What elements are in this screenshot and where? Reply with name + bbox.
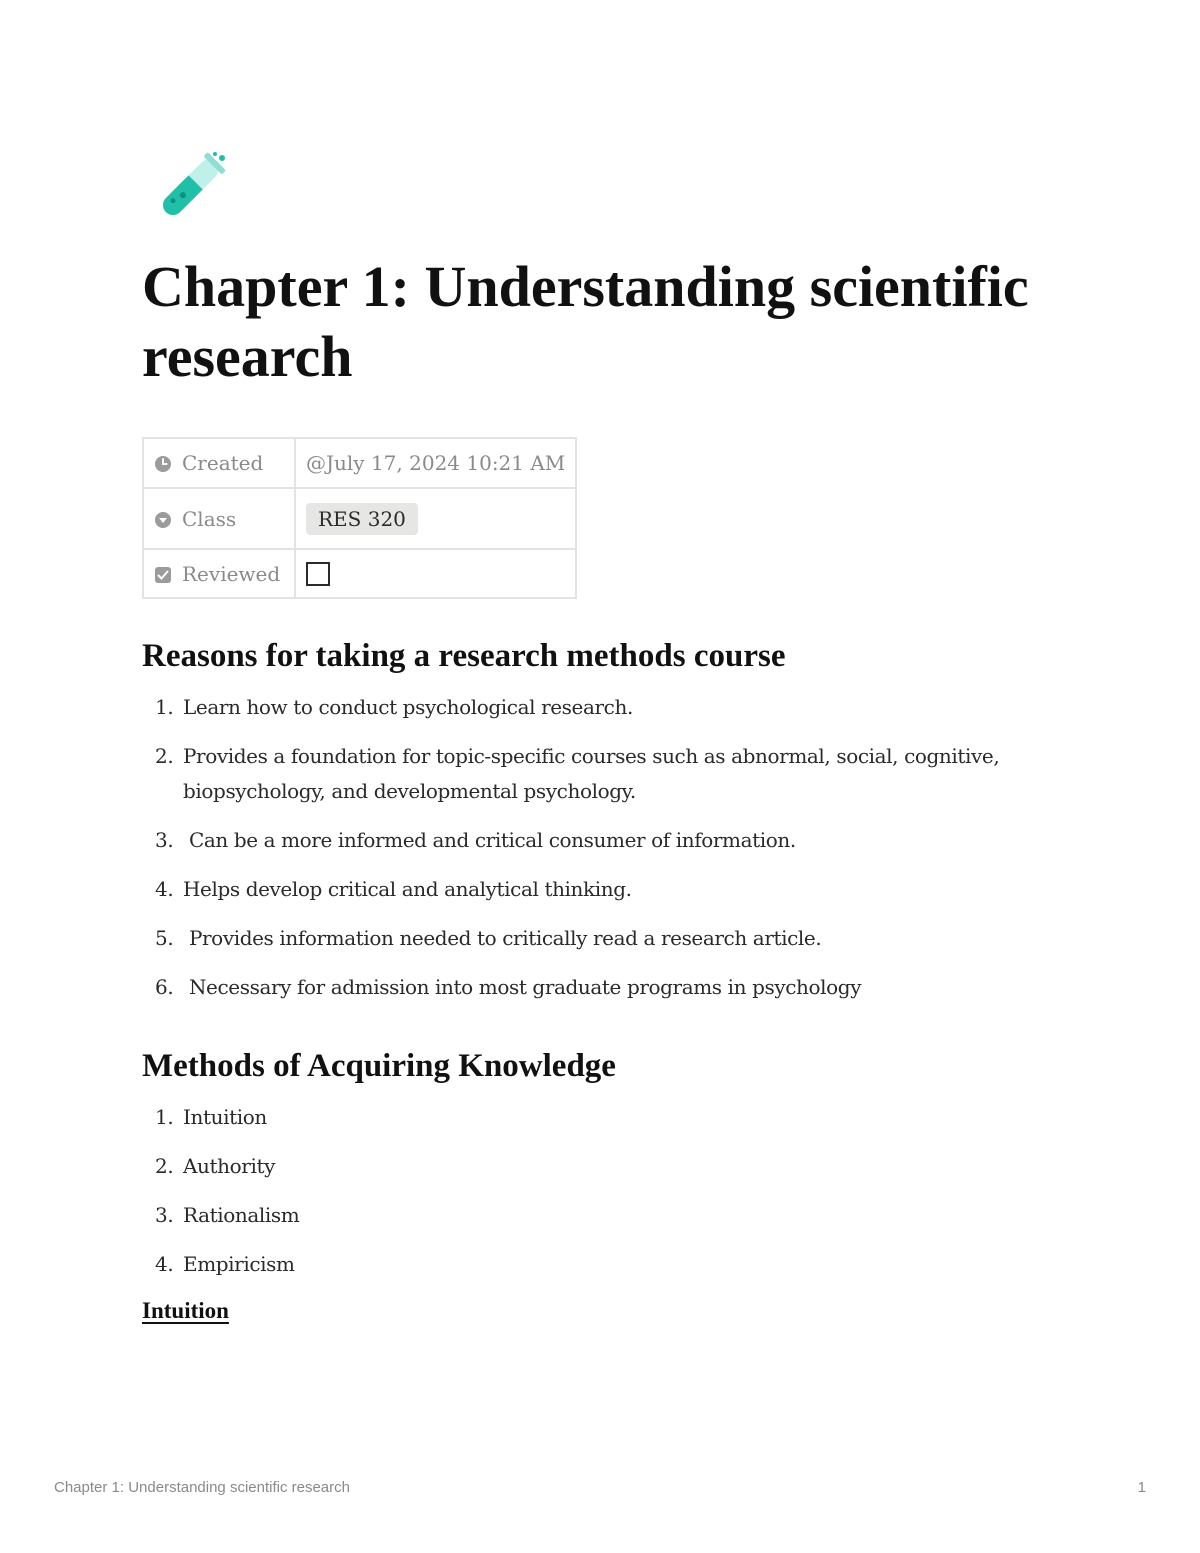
property-label-reviewed: Reviewed (143, 549, 295, 598)
subheading-intuition: Intuition (142, 1298, 229, 1323)
footer-title: Chapter 1: Understanding scientific research (54, 1479, 350, 1496)
list-item: 3. Rationalism (155, 1203, 300, 1227)
class-tag[interactable]: RES 320 (306, 503, 418, 535)
test-tube-icon (142, 152, 228, 234)
list-item: 3. Can be a more informed and critical consumer of information. (155, 828, 796, 852)
section-heading-reasons: Reasons for taking a research methods course (142, 638, 786, 674)
property-label-created: Created (143, 438, 295, 488)
section-heading-methods: Methods of Acquiring Knowledge (142, 1048, 616, 1084)
list-item: 4. Empiricism (155, 1252, 295, 1276)
list-item: 1. Learn how to conduct psychological research. (155, 695, 633, 719)
list-item: 2. Authority (155, 1154, 275, 1178)
property-label-class: Class (143, 488, 295, 549)
reasons-list (142, 690, 1042, 1019)
footer-page-number: 1 (1137, 1479, 1146, 1496)
methods-list (142, 1100, 1042, 1296)
property-value-reviewed (295, 549, 576, 598)
clock-icon (154, 455, 172, 473)
property-row-created (143, 438, 576, 488)
property-value-class[interactable] (295, 488, 576, 549)
checkbox-icon (154, 566, 172, 584)
properties-table (142, 437, 577, 599)
list-item: 1. Intuition (155, 1105, 267, 1129)
reviewed-checkbox[interactable] (306, 562, 330, 586)
property-value-created[interactable]: @July 17, 2024 10:21 AM (295, 438, 576, 488)
property-row-class (143, 488, 576, 549)
list-item: 6. Necessary for admission into most graduate programs in psychology (155, 975, 862, 999)
page-title: Chapter 1: Understanding scientific research (142, 254, 1029, 389)
list-item: 2. Provides a foundation for topic-specific courses such as abnormal, social, cognitive, biopsychology, and developmental psychology. (155, 744, 1000, 803)
select-icon (154, 511, 172, 529)
property-row-reviewed (143, 549, 576, 598)
list-item: 4. Helps develop critical and analytical thinking. (155, 877, 632, 901)
list-item: 5. Provides information needed to critically read a research article. (155, 926, 822, 950)
